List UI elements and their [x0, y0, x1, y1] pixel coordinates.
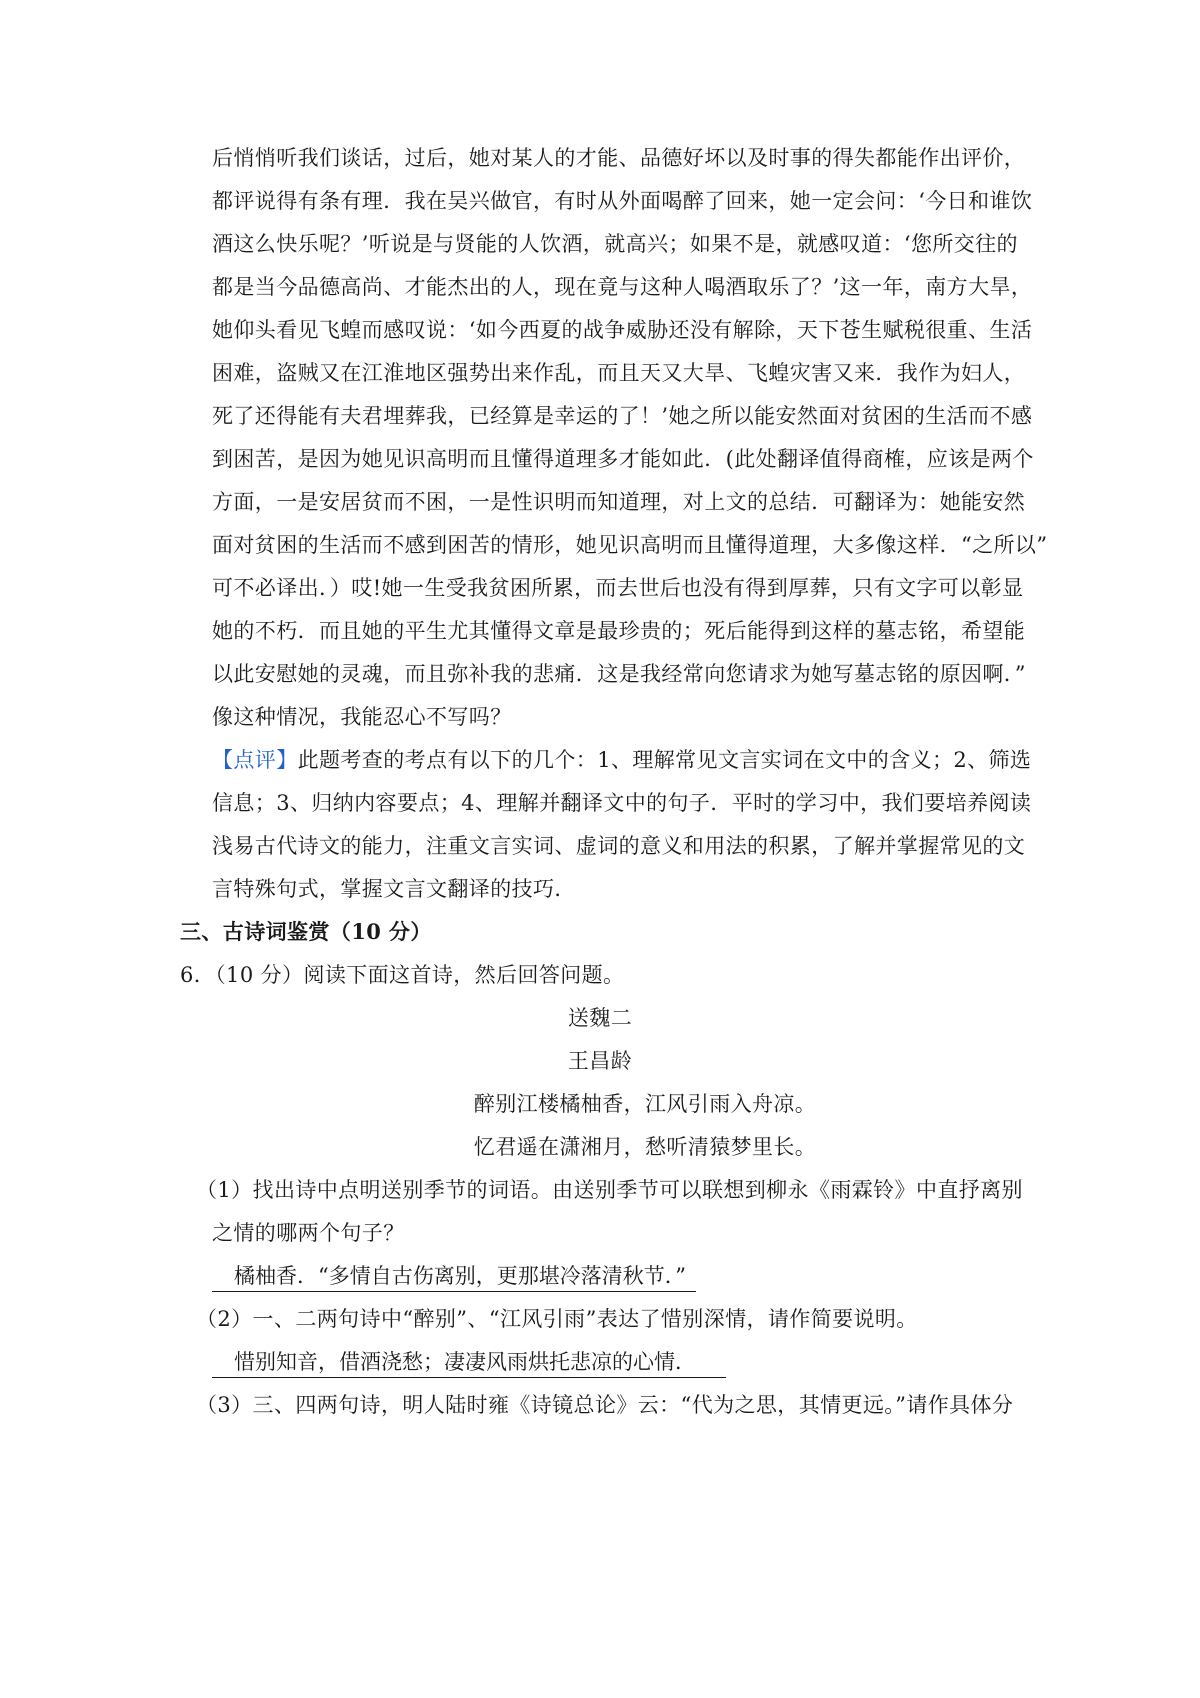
answer-2: 惜别知音，借酒浇愁；凄凄风雨烘托悲凉的心情．: [212, 1347, 726, 1378]
section-heading: 三、古诗词鉴赏（10 分）: [180, 919, 432, 944]
poem-title: 送魏二: [567, 1006, 633, 1030]
translation-line: 她的不朽．而且她的平生尤其懂得文章是最珍贵的；死后能得到这样的墓志铭，希望能: [212, 619, 1026, 643]
answer-1: 橘柚香．“多情自古伤离别，更那堪冷落清秋节．”: [212, 1261, 696, 1292]
poem-author: 王昌龄: [567, 1049, 633, 1073]
translation-line: 都评说得有条有理．我在吴兴做官，有时从外面喝醉了回来，她一定会问：‘今日和谁饮: [212, 189, 1033, 213]
translation-line: 都是当今品德高尚、才能杰出的人，现在竟与这种人喝酒取乐了？’这一年，南方大旱，: [212, 275, 1033, 299]
poem-line: 醉别江楼橘柚香，江风引雨入舟凉。: [473, 1092, 817, 1116]
subquestion-2: （2）一、二两句诗中“醉别”、“江风引雨”表达了惜别深情，请作简要说明。: [196, 1307, 918, 1331]
comment-line: 信息；3、归纳内容要点；4、理解并翻译文中的句子．平时的学习中，我们要培养阅读: [212, 791, 1032, 815]
subquestion-1-continued: 之情的哪两个句子？: [212, 1221, 405, 1245]
translation-line: 像这种情况，我能忍心不写吗？: [212, 705, 512, 729]
comment-line: 浅易古代诗文的能力，注重文言实词、虚词的意义和用法的积累，了解并掌握常见的文: [212, 834, 1026, 858]
subquestion-1: （1）找出诗中点明送别季节的词语。由送别季节可以联想到柳永《雨霖铃》中直抒离别: [196, 1178, 1023, 1202]
translation-line: 后悄悄听我们谈话，过后，她对某人的才能、品德好坏以及时事的得失都能作出评价，: [212, 146, 1026, 170]
translation-line: 她仰头看见飞蝗而感叹说：‘如今西夏的战争威胁还没有解除，天下苍生赋税很重、生活: [212, 318, 1033, 342]
comment-text: 此题考查的考点有以下的几个：1、理解常见文言实词在文中的含义；2、筛选: [297, 748, 1032, 772]
comment-line: 言特殊句式，掌握文言文翻译的技巧．: [212, 877, 576, 901]
translation-line: 方面，一是安居贫而不困，一是性识明而知道理，对上文的总结．可翻译为：她能安然: [212, 490, 1026, 514]
poem-line: 忆君遥在潇湘月，愁听清猿梦里长。: [473, 1135, 817, 1159]
translation-line: 可不必译出．）哎!她一生受我贫困所累，而去世后也没有得到厚葬，只有文字可以彰显: [212, 576, 1024, 600]
translation-line: 面对贫困的生活而不感到困苦的情形，她见识高明而且懂得道理，大多像这样．“之所以”: [212, 533, 1048, 557]
comment-first-line: [212, 745, 1031, 775]
translation-line: 以此安慰她的灵魂，而且弥补我的悲痛．这是我经常向您请求为她写墓志铭的原因啊．”: [212, 662, 1026, 686]
translation-line: 死了还得能有夫君埋葬我，已经算是幸运的了！’她之所以能安然面对贫困的生活而不感: [212, 404, 1033, 428]
translation-line: 到困苦，是因为她见识高明而且懂得道理多才能如此．(此处翻译值得商榷，应该是两个: [212, 447, 1034, 471]
translation-line: 困难，盗贼又在江淮地区强势出来作乱，而且天又大旱、飞蝗灾害又来．我作为妇人，: [212, 361, 1026, 385]
question-stem: 6．（10 分）阅读下面这首诗，然后回答问题。: [180, 963, 625, 987]
translation-line: 酒这么快乐呢？’听说是与贤能的人饮酒，就高兴；如果不是，就感叹道：‘您所交往的: [212, 232, 1018, 256]
comment-tag: 【点评】: [212, 748, 298, 772]
subquestion-3: （3）三、四两句诗，明人陆时雍《诗镜总论》云：“代为之思，其情更远。”请作具体分: [196, 1393, 1014, 1417]
